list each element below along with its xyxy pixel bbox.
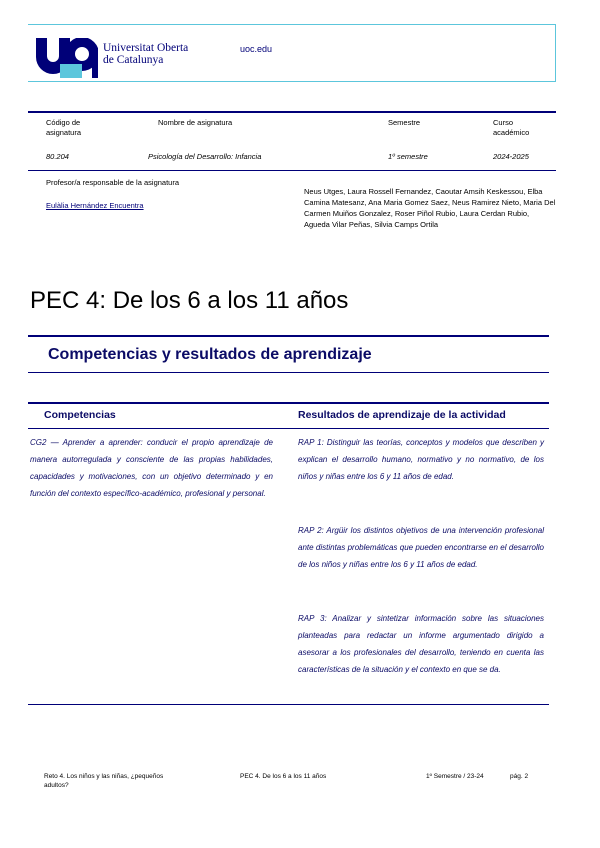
code-label: Código de asignatura bbox=[46, 118, 82, 137]
section-bottom-rule bbox=[28, 372, 549, 373]
learning-results-header: Resultados de aprendizaje de la actividad bbox=[298, 409, 506, 421]
footer-center: PEC 4. De los 6 a los 11 años bbox=[240, 773, 327, 780]
footer-right: 1º Semestre / 23-24 bbox=[426, 773, 484, 780]
competence-text: CG2 — Aprender a aprender: conducir el propio aprendizaje de manera autorregulada y consciente de las propias habilidades, capacidades y motivaciones, con un objetivo determinado y en función del contexto específico-académico, profesional y personal. bbox=[30, 438, 273, 498]
professor-label: Profesor/a responsable de la asignatura bbox=[46, 178, 180, 187]
table-top-rule bbox=[28, 402, 549, 404]
rap3-text: RAP 3: Analizar y sintetizar información sobre las situaciones planteadas para redactar un informe argumentado dirigido a asesorar a los profesionales del desarrollo, teniendo en cuenta las características de la situación y el contexto en que se da. bbox=[298, 614, 544, 674]
rap1-text: RAP 1: Distinguir las teorías, conceptos y modelos que describen y explican el desarrollo humano, normativo y no normativo, de los niños y niñas entre los 6 y 11 años de edad. bbox=[298, 438, 544, 481]
name-label: Nombre de asignatura bbox=[158, 118, 233, 127]
year-value: 2024-2025 bbox=[493, 152, 529, 161]
semester-label: Semestre bbox=[388, 118, 421, 127]
university-url[interactable]: uoc.edu bbox=[240, 44, 273, 54]
collaborators-list: Neus Utges, Laura Rossell Fernandez, Caoutar Amsih Keskessou, Elba Camina Matesanz, Ana Maria Gomez Saez, Neus Ramirez Nieto, Maria Del Carmen Muiños Gonzalez, Roser Piñol Rubio, Laura Cerdan Rubio, Agueda Vilar Peñas, Silvia Camps Ortila bbox=[304, 187, 556, 229]
year-label: Curso académico bbox=[493, 118, 530, 137]
info-top-rule bbox=[28, 111, 556, 113]
section-title: Competencias y resultados de aprendizaje bbox=[48, 346, 372, 363]
university-name: Universitat Oberta de Catalunya bbox=[103, 42, 189, 66]
rap2-text: RAP 2: Argüir los distintos objetivos de una intervención profesional ante distintas problemáticas que pueden encontrarse en el desarrollo de los niños y niñas entre los 6 y 11 años de edad. bbox=[298, 526, 544, 569]
footer-left: Reto 4. Los niños y las niñas, ¿pequeños adultos? bbox=[44, 773, 164, 789]
name-value: Psicología del Desarrollo: Infancia bbox=[148, 152, 262, 161]
code-value: 80.204 bbox=[46, 152, 69, 161]
page-number: pág. 2 bbox=[510, 773, 529, 780]
page-title: PEC 4: De los 6 a los 11 años bbox=[30, 287, 349, 314]
semester-value: 1º semestre bbox=[388, 152, 428, 161]
info-mid-rule bbox=[28, 170, 556, 171]
uoc-logo bbox=[36, 38, 98, 78]
professor-name-link[interactable]: Eulàlia Hernández Encuentra bbox=[46, 201, 144, 210]
table-header-rule bbox=[28, 428, 549, 429]
table-bottom-rule bbox=[28, 704, 549, 705]
competencies-header: Competencias bbox=[44, 409, 116, 421]
section-top-rule bbox=[28, 335, 549, 337]
